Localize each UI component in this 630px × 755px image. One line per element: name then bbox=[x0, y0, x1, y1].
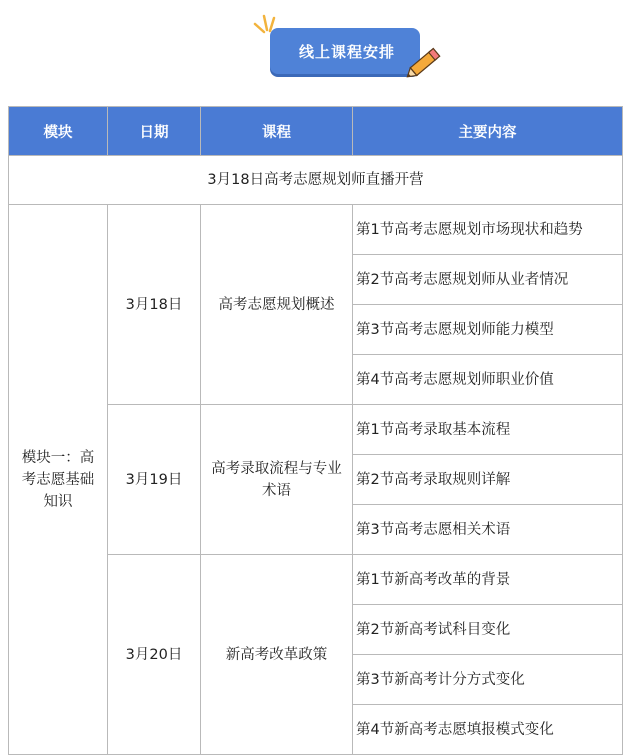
date-cell: 3月20日 bbox=[108, 555, 201, 755]
column-header-content: 主要内容 bbox=[353, 107, 623, 156]
content-cell: 第3节新高考计分方式变化 bbox=[353, 655, 623, 705]
content-cell: 第2节新高考试科目变化 bbox=[353, 605, 623, 655]
course-schedule-table bbox=[8, 106, 623, 755]
content-cell: 第3节高考志愿相关术语 bbox=[353, 505, 623, 555]
course-cell: 高考录取流程与专业术语 bbox=[201, 405, 353, 555]
column-header-course: 课程 bbox=[201, 107, 353, 156]
course-cell: 新高考改革政策 bbox=[201, 555, 353, 755]
banner-row bbox=[9, 156, 623, 205]
pencil-icon bbox=[404, 42, 446, 82]
content-cell: 第1节高考志愿规划市场现状和趋势 bbox=[353, 205, 623, 255]
content-cell: 第1节高考录取基本流程 bbox=[353, 405, 623, 455]
opening-banner: 3月18日高考志愿规划师直播开营 bbox=[9, 156, 623, 205]
content-cell: 第3节高考志愿规划师能力模型 bbox=[353, 305, 623, 355]
course-cell: 高考志愿规划概述 bbox=[201, 205, 353, 405]
content-cell: 第4节高考志愿规划师职业价值 bbox=[353, 355, 623, 405]
content-cell: 第2节高考志愿规划师从业者情况 bbox=[353, 255, 623, 305]
column-header-date: 日期 bbox=[108, 107, 201, 156]
date-cell: 3月19日 bbox=[108, 405, 201, 555]
page-title: 线上课程安排 bbox=[298, 42, 395, 61]
table-row bbox=[9, 205, 623, 255]
column-header-module: 模块 bbox=[9, 107, 108, 156]
content-cell: 第4节新高考志愿填报模式变化 bbox=[353, 705, 623, 755]
content-cell: 第1节新高考改革的背景 bbox=[353, 555, 623, 605]
date-cell: 3月18日 bbox=[108, 205, 201, 405]
content-cell: 第2节高考录取规则详解 bbox=[353, 455, 623, 505]
table-header-row bbox=[9, 107, 623, 156]
module-cell: 模块一：高考志愿基础知识 bbox=[9, 205, 108, 755]
section-header bbox=[0, 0, 630, 100]
title-badge bbox=[270, 28, 420, 74]
